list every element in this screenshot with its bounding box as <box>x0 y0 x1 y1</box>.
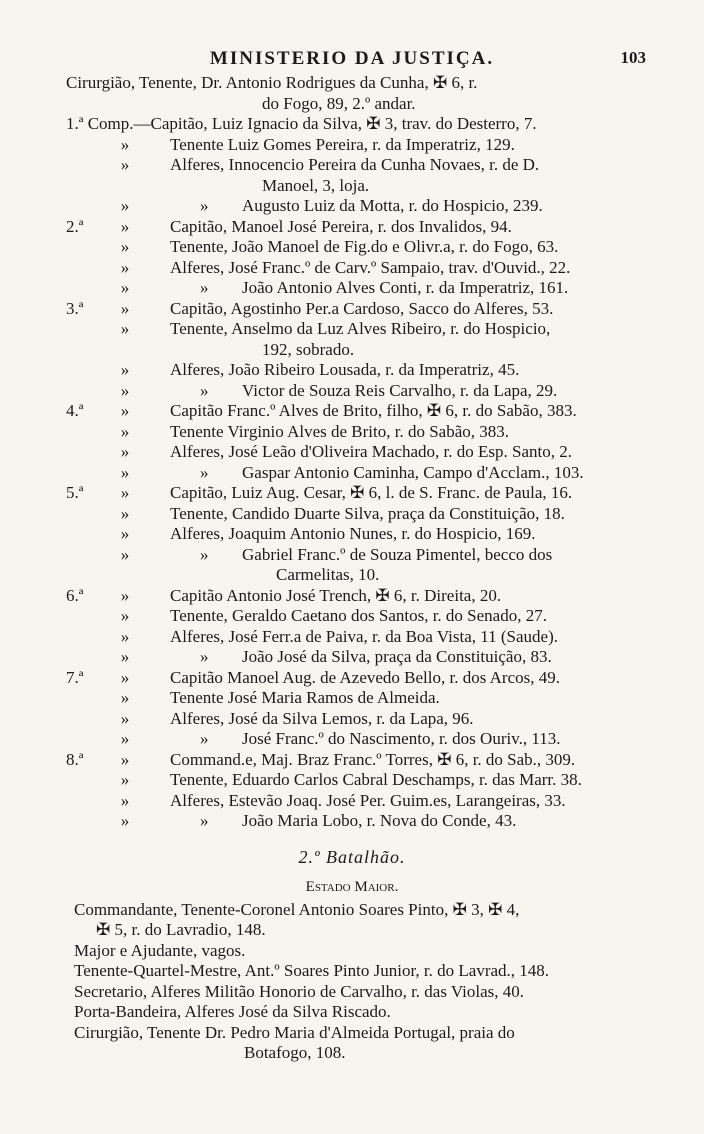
text-line-content: Capitão, Manoel José Pereira, r. dos Invalidos, 94. <box>170 216 512 236</box>
ditto-mark: » <box>200 811 209 830</box>
text-line <box>0 401 704 422</box>
company-number: 3.ª <box>66 298 84 318</box>
running-title: MINISTERIO DA JUSTIÇA. <box>209 48 495 69</box>
ditto-mark: » <box>120 585 130 605</box>
text-line <box>0 463 704 484</box>
text-line <box>0 709 704 730</box>
text-line-content: Capitão, Luiz Aug. Cesar, ✠ 6, l. de S. Franc. de Paula, 16. <box>170 483 573 502</box>
text-line-content: Capitão, Agostinho Per.a Cardoso, Sacco do Alferes, 53. <box>170 298 554 318</box>
text-line-content: Capitão Manoel Aug. de Azevedo Bello, r. dos Arcos, 49. <box>170 667 560 687</box>
text-line-content: Alferes, José Leão d'Oliveira Machado, r. do Esp. Santo, 2. <box>170 442 572 461</box>
text-line <box>0 278 704 299</box>
text-line-content: João Maria Lobo, r. Nova do Conde, 43. <box>242 811 517 830</box>
text-line <box>0 770 704 791</box>
text-line <box>0 524 704 545</box>
text-line: 192, sobrado. <box>262 339 355 359</box>
text-line-content: Victor de Souza Reis Carvalho, r. da Lapa, 29. <box>242 380 558 400</box>
text-line <box>0 483 704 504</box>
text-line: Cirurgião, Tenente, Dr. Antonio Rodrigues da Cunha, ✠ 6, r. <box>66 73 478 92</box>
text-line <box>0 360 704 381</box>
ditto-mark: » <box>120 134 130 154</box>
staff-line: Commandante, Tenente-Coronel Antonio Soares Pinto, ✠ 3, ✠ 4, <box>74 899 520 919</box>
text-line <box>0 381 704 402</box>
ditto-mark: » <box>120 421 130 441</box>
text-line <box>0 504 704 525</box>
ditto-mark: » <box>120 216 130 236</box>
text-line <box>0 217 704 238</box>
text-line <box>0 627 704 648</box>
ditto-mark: » <box>120 606 130 625</box>
text-line <box>0 319 704 340</box>
text-line <box>0 237 704 258</box>
text-line-content: Tenente José Maria Ramos de Almeida. <box>170 688 440 707</box>
section-heading: Estado Maior. <box>305 878 399 895</box>
text-line-content: João José da Silva, praça da Constituição, 83. <box>242 647 552 666</box>
text-line-content: Tenente, Geraldo Caetano dos Santos, r. do Senado, 27. <box>170 606 547 625</box>
text-line <box>0 791 704 812</box>
text-line-content: Tenente, Eduardo Carlos Cabral Deschamps, r. das Marr. 38. <box>170 770 582 789</box>
text-line-content: Tenente Virginio Alves de Brito, r. do Sabão, 383. <box>170 421 510 441</box>
ditto-mark: » <box>120 319 130 338</box>
text-line <box>0 647 704 668</box>
staff-line: Porta-Bandeira, Alferes José da Silva Riscado. <box>74 1002 391 1021</box>
text-line-content: Alferes, José Franc.º de Carv.º Sampaio, trav. d'Ouvid., 22. <box>170 257 571 277</box>
ditto-mark: » <box>120 503 130 523</box>
text-line <box>0 586 704 607</box>
staff-line: ✠ 5, r. do Lavradio, 148. <box>96 920 266 939</box>
text-line <box>0 729 704 750</box>
staff-line: Botafogo, 108. <box>244 1043 346 1062</box>
text-line <box>0 422 704 443</box>
company-number: 8.ª <box>66 749 84 769</box>
ditto-mark: » <box>120 626 130 646</box>
battalion-subtitle: 2.º Batalhão. <box>298 846 406 867</box>
ditto-mark: » <box>120 749 130 769</box>
staff-line: Tenente-Quartel-Mestre, Ant.º Soares Pinto Junior, r. do Lavrad., 148. <box>74 961 550 980</box>
company-number: 6.ª <box>66 585 84 605</box>
ditto-mark: » <box>120 729 130 748</box>
ditto-mark: » <box>120 257 130 277</box>
text-line-content: Alferes, João Ribeiro Lousada, r. da Imperatriz, 45. <box>170 360 520 379</box>
ditto-mark: » <box>120 462 130 482</box>
text-line-content: Tenente, Candido Duarte Silva, praça da Constituição, 18. <box>170 503 565 523</box>
text-line <box>0 545 704 566</box>
text-line-content: Alferes, Joaquim Antonio Nunes, r. do Hospicio, 169. <box>170 524 536 543</box>
ditto-mark: » <box>120 708 130 728</box>
text-line: Carmelitas, 10. <box>276 565 380 584</box>
ditto-mark: » <box>120 380 130 400</box>
ditto-mark: » <box>200 544 209 564</box>
text-line <box>0 155 704 176</box>
text-line <box>0 750 704 771</box>
text-line-content: Augusto Luiz da Motta, r. do Hospicio, 239. <box>242 196 543 215</box>
staff-line: Major e Ajudante, vagos. <box>74 940 246 960</box>
text-line-content: Alferes, José Ferr.a de Paiva, r. da Boa Vista, 11 (Saude). <box>170 626 558 646</box>
text-line <box>0 811 704 832</box>
text-line <box>0 606 704 627</box>
ditto-mark: » <box>120 770 130 789</box>
text-line-content: João Antonio Alves Conti, r. da Imperatriz, 161. <box>242 278 569 297</box>
ditto-mark: » <box>120 647 130 666</box>
ditto-mark: » <box>120 298 130 318</box>
ditto-mark: » <box>120 401 130 420</box>
staff-line: Cirurgião, Tenente Dr. Pedro Maria d'Almeida Portugal, praia do <box>74 1022 515 1042</box>
page-number: 103 <box>620 48 646 67</box>
text-line-content: Gaspar Antonio Caminha, Campo d'Acclam., 103. <box>242 462 584 482</box>
ditto-mark: » <box>120 688 130 707</box>
company-number: 4.ª <box>66 401 84 420</box>
ditto-mark: » <box>120 442 130 461</box>
ditto-mark: » <box>120 155 130 174</box>
ditto-mark: » <box>120 360 130 379</box>
ditto-mark: » <box>200 647 209 666</box>
text-line-content: Alferes, Estevão Joaq. José Per. Guim.es, Larangeiras, 33. <box>170 790 566 810</box>
ditto-mark: » <box>120 524 130 543</box>
text-line: Manoel, 3, loja. <box>262 175 370 195</box>
roster-body <box>0 73 704 1064</box>
ditto-mark: » <box>120 790 130 810</box>
ditto-mark: » <box>120 237 130 256</box>
text-line-content: Tenente, Anselmo da Luz Alves Ribeiro, r. do Hospicio, <box>170 319 551 338</box>
text-line-content: Capitão Franc.º Alves de Brito, filho, ✠ 6, r. do Sabão, 383. <box>170 401 577 420</box>
ditto-mark: » <box>120 811 130 830</box>
text-line <box>0 258 704 279</box>
text-line-content: Capitão Antonio José Trench, ✠ 6, r. Direita, 20. <box>170 585 502 605</box>
text-line <box>0 668 704 689</box>
text-line-content: Alferes, Innocencio Pereira da Cunha Novaes, r. de D. <box>170 155 540 174</box>
ditto-mark: » <box>120 667 130 687</box>
text-line-content: Tenente, João Manoel de Fig.do e Olivr.a, r. do Fogo, 63. <box>170 237 559 256</box>
text-line-content: Command.e, Maj. Braz Franc.º Torres, ✠ 6, r. do Sab., 309. <box>170 749 576 769</box>
text-line <box>0 135 704 156</box>
ditto-mark: » <box>120 483 130 502</box>
text-line-content: Alferes, José da Silva Lemos, r. da Lapa, 96. <box>170 708 474 728</box>
ditto-mark: » <box>120 196 130 215</box>
ditto-mark: » <box>200 278 209 297</box>
ditto-mark: » <box>200 729 209 748</box>
text-line-content: Tenente Luiz Gomes Pereira, r. da Imperatriz, 129. <box>170 134 515 154</box>
company-number: 7.ª <box>66 667 84 687</box>
text-line-content: José Franc.º do Nascimento, r. dos Ouriv., 113. <box>242 729 561 748</box>
text-line <box>0 688 704 709</box>
text-line: do Fogo, 89, 2.º andar. <box>262 93 416 113</box>
ditto-mark: » <box>120 544 130 564</box>
company-number: 2.ª <box>66 216 84 236</box>
text-line <box>0 299 704 320</box>
page-header <box>0 44 704 74</box>
ditto-mark: » <box>200 380 209 400</box>
ditto-mark: » <box>200 196 209 215</box>
text-line-content: Gabriel Franc.º de Souza Pimentel, becco dos <box>242 544 553 564</box>
ditto-mark: » <box>200 462 209 482</box>
company-number: 5.ª <box>66 483 84 502</box>
text-line <box>0 196 704 217</box>
ditto-mark: » <box>120 278 130 297</box>
text-line: 1.ª Comp.—Capitão, Luiz Ignacio da Silva, ✠ 3, trav. do Desterro, 7. <box>66 114 537 133</box>
text-line <box>0 442 704 463</box>
staff-line: Secretario, Alferes Militão Honorio de Carvalho, r. das Violas, 40. <box>74 981 525 1001</box>
